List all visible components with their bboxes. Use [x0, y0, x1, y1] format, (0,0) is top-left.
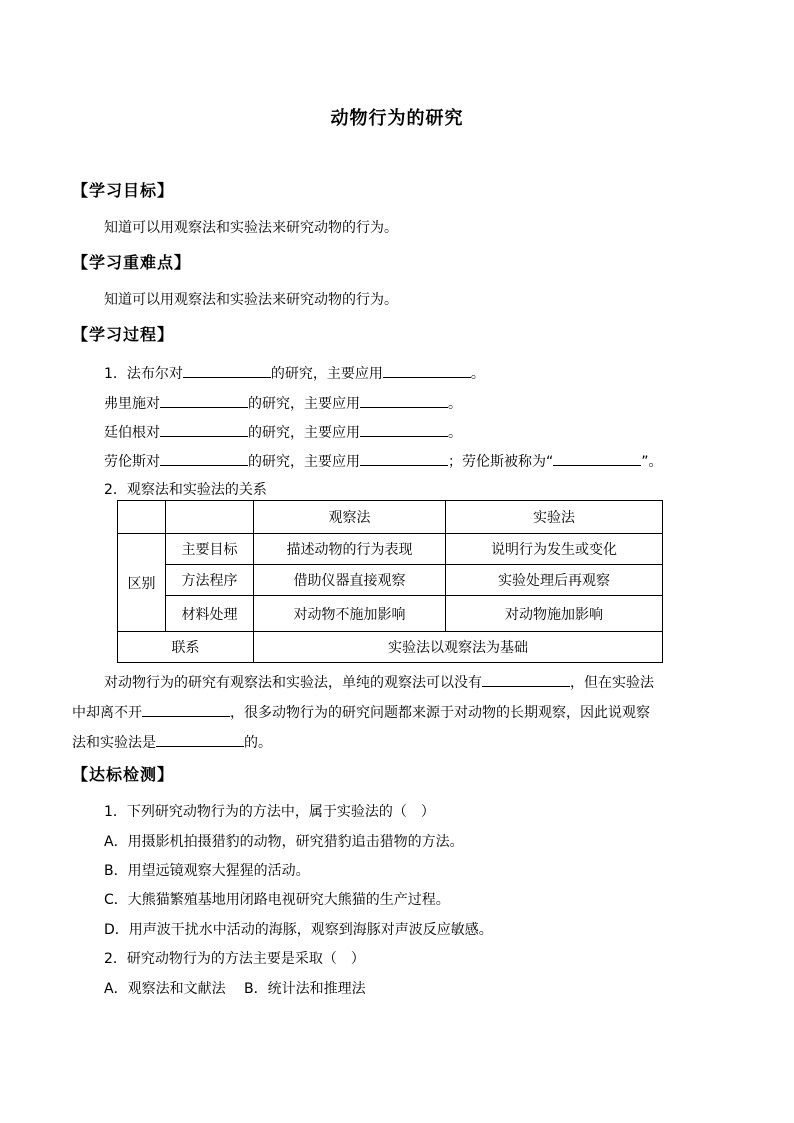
option-d: D．用声波干扰水中活动的海豚，观察到海豚对声波反应敏感。	[104, 922, 493, 938]
test-question-2: 2．研究动物行为的方法主要是采取（ ）	[104, 951, 365, 967]
observe-cell: 描述动物的行为表现	[254, 534, 446, 565]
process-line-4	[104, 450, 663, 472]
l4-prefix: 劳伦斯对	[104, 454, 160, 470]
experiment-cell: 实验处理后再观察	[446, 565, 663, 596]
answer-blank[interactable]	[553, 450, 641, 466]
column-header-experiment: 实验法	[446, 501, 663, 534]
l2-mid: 的研究，主要应用	[248, 396, 360, 412]
q1-end: 。	[470, 366, 485, 382]
l4-end: ”。	[641, 454, 663, 470]
row-label: 方法程序	[166, 565, 254, 596]
link-value: 实验法以观察法为基础	[254, 632, 663, 663]
observe-cell: 对动物不施加影响	[254, 596, 446, 632]
process-line-3	[104, 421, 462, 443]
paragraph-text: 中却离不开	[72, 705, 142, 721]
q1-mid: 的研究，主要应用	[270, 366, 383, 382]
answer-blank[interactable]	[183, 362, 271, 378]
table-corner-cell	[118, 501, 166, 534]
comparison-table	[117, 500, 663, 663]
paragraph-text: 对动物行为的研究有观察法和实验法，单纯的观察法可以没有	[104, 675, 482, 691]
learning-process-heading: 【学习过程】	[72, 325, 175, 344]
paragraph-text: ，但在实验法	[570, 675, 654, 691]
l4-sep: ；劳伦斯被称为“	[448, 454, 554, 470]
answer-blank[interactable]	[156, 731, 244, 747]
l3-mid: 的研究，主要应用	[248, 425, 360, 441]
table-header-row	[118, 501, 663, 534]
table-row	[118, 534, 663, 565]
answer-blank[interactable]	[482, 671, 570, 687]
key-points-heading: 【学习重难点】	[72, 253, 192, 272]
learning-goal-heading: 【学习目标】	[72, 181, 175, 200]
l3-prefix: 廷伯根对	[104, 425, 160, 441]
paragraph-text: ，很多动物行为的研究问题都来源于对动物的长期观察，因此说观察	[230, 705, 650, 721]
answer-blank[interactable]	[360, 421, 448, 437]
answer-blank[interactable]	[383, 362, 471, 378]
column-header-observe: 观察法	[254, 501, 446, 534]
row-label: 材料处理	[166, 596, 254, 632]
answer-blank[interactable]	[360, 392, 448, 408]
experiment-cell: 说明行为发生或变化	[446, 534, 663, 565]
l2-end: 。	[448, 396, 462, 412]
l2-prefix: 弗里施对	[104, 396, 160, 412]
q1-prefix: 1．法布尔对	[104, 366, 183, 382]
answer-blank[interactable]	[360, 450, 448, 466]
observe-cell: 借助仪器直接观察	[254, 565, 446, 596]
table-row	[118, 596, 663, 632]
l4-mid: 的研究，主要应用	[248, 454, 360, 470]
paragraph-line	[72, 668, 722, 698]
table-row	[118, 565, 663, 596]
option-b: B．用望远镜观察大猩猩的活动。	[104, 863, 310, 879]
paragraph-line	[72, 698, 722, 728]
process-question-1	[104, 362, 485, 384]
row-label: 主要目标	[166, 534, 254, 565]
answer-blank[interactable]	[142, 701, 230, 717]
learning-goal-text: 知道可以用观察法和实验法来研究动物的行为。	[104, 220, 398, 236]
relation-paragraph	[72, 668, 722, 758]
l3-end: 。	[448, 425, 462, 441]
assessment-heading: 【达标检测】	[72, 765, 175, 784]
table-row-link	[118, 632, 663, 663]
process-line-2	[104, 392, 462, 414]
link-label: 联系	[118, 632, 254, 663]
answer-blank[interactable]	[160, 392, 248, 408]
paragraph-line	[72, 728, 722, 758]
table-corner-cell	[166, 501, 254, 534]
option-c: C．大熊猫繁殖基地用闭路电视研究大熊猫的生产过程。	[104, 892, 450, 908]
page-title: 动物行为的研究	[330, 108, 464, 129]
answer-blank[interactable]	[160, 421, 248, 437]
answer-blank[interactable]	[160, 450, 248, 466]
process-question-2: 2．观察法和实验法的关系	[104, 482, 267, 498]
difference-label: 区别	[118, 534, 166, 632]
options-ab: A．观察法和文献法 B．统计法和推理法	[104, 981, 366, 997]
paragraph-text: 法和实验法是	[72, 735, 156, 751]
experiment-cell: 对动物施加影响	[446, 596, 663, 632]
key-points-text: 知道可以用观察法和实验法来研究动物的行为。	[104, 292, 398, 308]
paragraph-text: 的。	[244, 735, 272, 751]
option-a: A．用摄影机拍摄猎豹的动物，研究猎豹追击猎物的方法。	[104, 834, 464, 850]
test-question-1: 1．下列研究动物行为的方法中，属于实验法的（ ）	[104, 804, 435, 820]
